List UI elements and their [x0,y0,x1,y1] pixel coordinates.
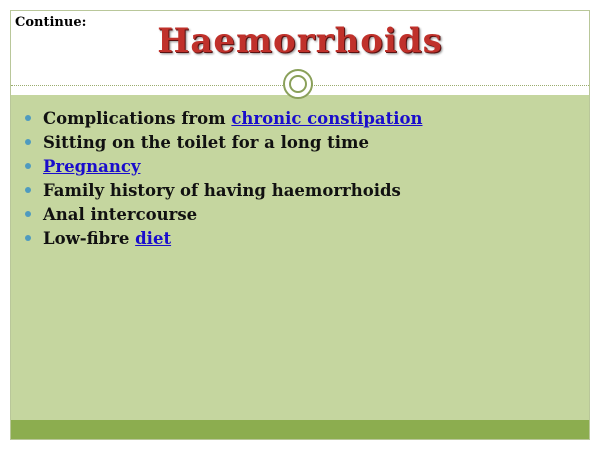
circle-ornament-inner [289,75,307,93]
footer-bar [11,420,589,439]
list-item-text: Anal intercourse [43,205,198,224]
list-item [25,227,423,251]
list-item-text: Complications from [43,109,232,128]
content-area [11,95,589,420]
bullet-icon [25,187,31,193]
list-item [25,107,423,131]
diet-link[interactable]: diet [135,229,172,248]
chronic-constipation-link[interactable]: chronic constipation [231,109,423,128]
list-item [25,131,423,155]
slide [10,10,590,440]
list-item [25,203,423,227]
bullet-list [25,107,423,251]
bullet-icon [25,139,31,145]
circle-ornament-icon [283,69,313,99]
list-item-text: Low-fibre [43,229,136,248]
list-item-text: Sitting on the toilet for a long time [43,133,369,152]
bullet-icon [25,211,31,217]
list-item-text: Family history of having haemorrhoids [43,181,401,200]
list-item [25,155,423,179]
bullet-icon [25,163,31,169]
bullet-icon [25,235,31,241]
list-item [25,179,423,203]
bullet-icon [25,115,31,121]
pregnancy-link[interactable]: Pregnancy [43,157,141,176]
continue-label: Continue: [15,15,87,30]
slide-title: Haemorrhoids [157,21,443,61]
